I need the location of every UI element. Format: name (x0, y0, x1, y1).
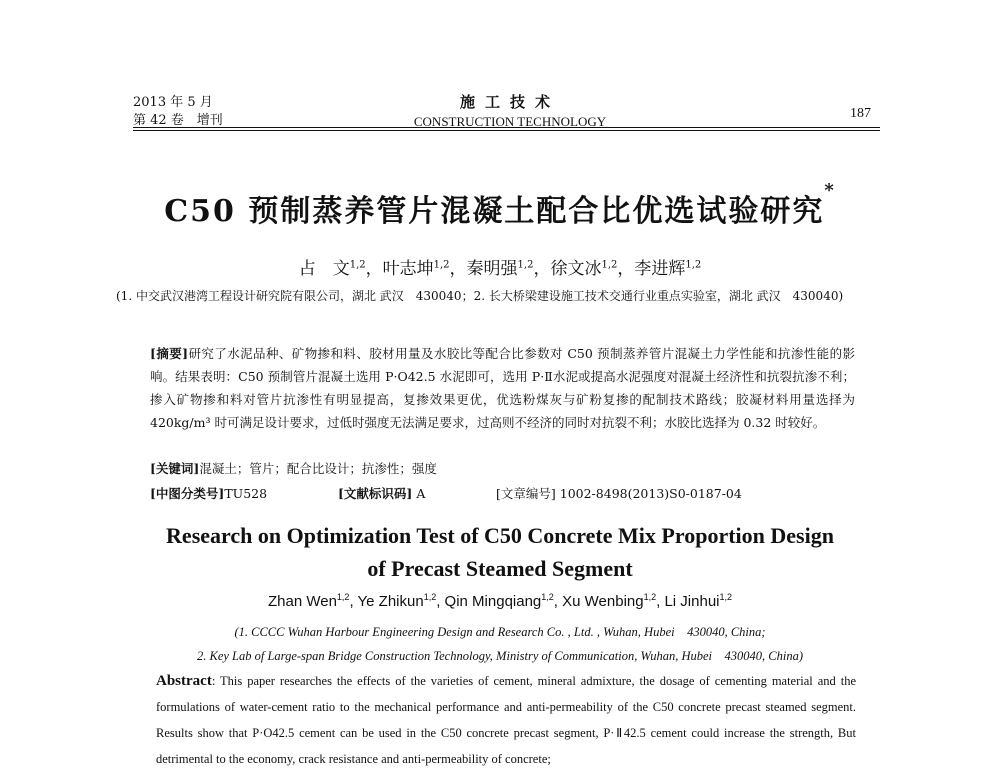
article-label: [文章编号] (496, 486, 556, 501)
title-en-line1: Research on Optimization Test of C50 Concrete Mix Proportion Design (166, 523, 834, 548)
author-sup: 1,2 (423, 592, 437, 602)
clc-label: [中图分类号] (150, 486, 225, 501)
journal-name (380, 91, 640, 130)
author-en: Zhan Wen (267, 593, 337, 610)
author-en: Xu Wenbing (562, 593, 644, 610)
author-cn: 秦明强 (466, 259, 518, 279)
author-en: Li Jinhui (664, 593, 720, 610)
header-rule (133, 127, 880, 128)
abstract-cn (150, 342, 855, 434)
author-sup: 1,2 (349, 259, 366, 271)
affiliation-en-1: (1. CCCC Wuhan Harbour Engineering Design and Research Co. , Ltd. , Wuhan, Hubei 430040, China; (234, 625, 766, 639)
keywords-cn (150, 459, 437, 477)
author-sup: 1,2 (433, 259, 450, 271)
author-sup: 1,2 (541, 592, 554, 602)
author-sup: 1,2 (719, 592, 733, 602)
doc-code (338, 484, 425, 502)
author-cn: 占 文 (298, 259, 350, 279)
header-rule-thin (133, 130, 880, 131)
page-number: 187 (850, 106, 871, 121)
title-cn-text: C50 预制蒸养管片混凝土配合比优选试验研究 (164, 194, 825, 229)
author-sup: 1,2 (643, 592, 657, 602)
author-sup: 1,2 (601, 259, 618, 271)
doc-value: A (416, 486, 426, 501)
affiliation-en-2: 2. Key Lab of Large-span Bridge Construction Technology, Ministry of Communication, Wuhan, Hubei 430040, China) (196, 649, 803, 663)
journal-name-en: CONSTRUCTION TECHNOLOGY (413, 114, 607, 129)
author-cn: 李进辉 (634, 259, 686, 279)
author-list-en: Zhan Wen$^{1,2}$, Ye Zhikun$^{1,2}$, Qin Mingqiang$^{1,2}$, Xu Wenbing$^{1,2}$, Li Jinhui$^{1,2}$ (267, 592, 733, 610)
author-sup: 1,2 (685, 259, 702, 271)
abstract-en (156, 668, 856, 772)
affiliation-cn: (1. 中交武汉港湾工程设计研究院有限公司，湖北 武汉 430040；2. 长大桥梁建设施工技术交通行业重点实验室，湖北 武汉 430040) (116, 289, 844, 303)
doc-label: [文献标识码] (338, 486, 413, 501)
abstract-cn-text: 研究了水泥品种、矿物掺和料、胶材用量及水胶比等配合比参数对 C50 预制蒸养管片混凝土力学性能和抗渗性能的影响。结果表明：C50 预制管片混凝土选用 P·O42.5 水泥即可，选用 P·Ⅱ水泥或提高水泥强度对混凝土经济性和抗裂抗渗不利；掺入矿物掺和料对管片抗渗性有明显提高，复掺效果更优，优选粉煤灰与矿粉复掺的配制技术路线；胶凝材料用量选择为 420kg/m³ 时可满足设计要求，过低时强度无法满足要求，过高则不经济的同时对抗裂不利；水胶比选择为 0.32 时较好。 (150, 346, 855, 430)
journal-name-cn: 施工技术 (459, 93, 560, 111)
author-en: Qin Mingqiang (444, 593, 542, 610)
keywords-label: [关键词] (150, 461, 200, 476)
paper-title-cn (0, 180, 1000, 230)
title-footnote-mark: * (824, 180, 836, 201)
author-list-cn: 占 文$^{1,2}$，叶志坤$^{1,2}$，秦明强$^{1,2}$，徐文冰$^{1,2}$，李进辉$^{1,2}$ (298, 259, 702, 279)
issue-info (133, 94, 223, 130)
author-sup: 1,2 (336, 592, 350, 602)
abstract-cn-label: [摘要] (150, 346, 189, 361)
author-sup: 1,2 (517, 259, 534, 271)
title-en-line2: of Precast Steamed Segment (367, 556, 633, 581)
article-value: 1002-8498(2013)S0-0187-04 (559, 486, 742, 501)
author-en: Ye Zhikun (357, 593, 424, 610)
keywords-text: 混凝土；管片；配合比设计；抗渗性；强度 (199, 461, 437, 476)
clc-code (150, 484, 267, 502)
author-cn: 叶志坤 (382, 259, 434, 279)
paper-title-en (0, 519, 1000, 585)
abstract-en-text: : This paper researches the effects of the varieties of cement, mineral admixture, the dosage of cementing material and the formulations of water-cement ratio to the mechanical performance and anti-permeability of the C50 concrete precast steamed segment. Results show that P·O42.5 cement can be used in the C50 concrete precast segment, P·Ⅱ42.5 cement could increase the strength, But detrimental to the economy, crack resistance and anti-permeability of concrete; (156, 674, 856, 766)
issue-volume: 第 42 卷 增刊 (133, 113, 223, 128)
clc-value: TU528 (224, 486, 268, 501)
author-cn: 徐文冰 (550, 259, 602, 279)
abstract-en-label: Abstract (156, 673, 212, 689)
issue-date: 2013 年 5 月 (133, 95, 213, 110)
article-number (496, 484, 742, 502)
